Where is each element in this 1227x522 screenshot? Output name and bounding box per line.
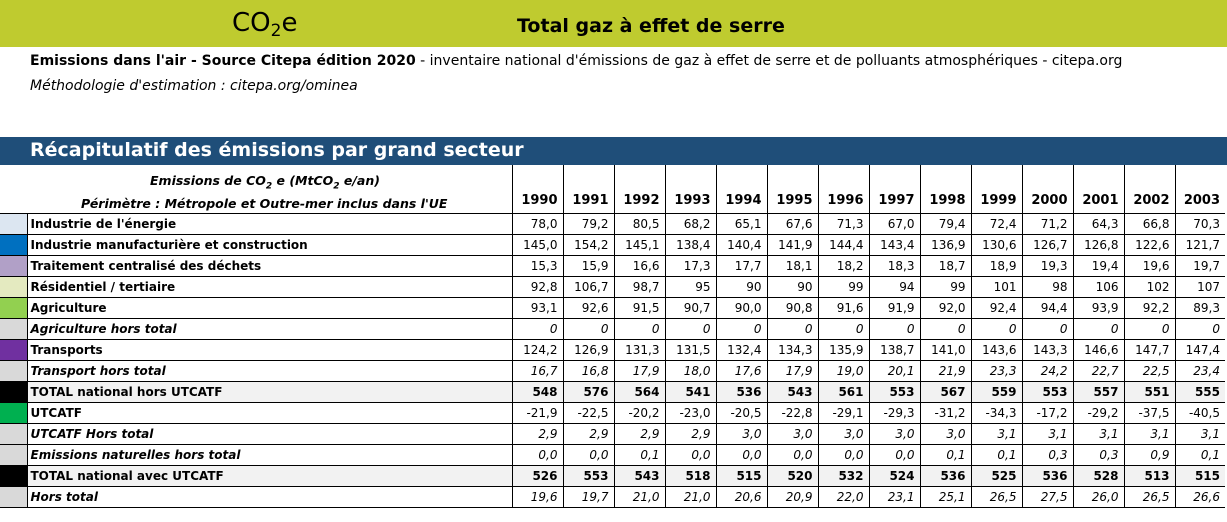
value-cell: 135,9 <box>818 339 869 360</box>
table-row <box>0 465 1225 486</box>
value-cell: 0 <box>614 318 665 339</box>
page-title: Total gaz à effet de serre <box>517 15 785 37</box>
value-cell: 90 <box>716 276 767 297</box>
value-cell: 26,0 <box>1073 486 1124 507</box>
value-cell: 64,3 <box>1073 213 1124 234</box>
value-cell: 20,9 <box>767 486 818 507</box>
value-cell: 536 <box>1022 465 1073 486</box>
value-cell: 143,4 <box>869 234 920 255</box>
value-cell: 78,0 <box>512 213 563 234</box>
value-cell: 23,1 <box>869 486 920 507</box>
value-cell: 526 <box>512 465 563 486</box>
sector-color-swatch <box>0 234 27 255</box>
sector-label: Industrie manufacturière et construction <box>27 234 512 255</box>
value-cell: 98 <box>1022 276 1073 297</box>
value-cell: 0,3 <box>1073 444 1124 465</box>
value-cell: 525 <box>971 465 1022 486</box>
sector-label: Transports <box>27 339 512 360</box>
table-row <box>0 423 1225 444</box>
value-cell: 536 <box>716 381 767 402</box>
table-row <box>0 276 1225 297</box>
value-cell: 0 <box>563 318 614 339</box>
value-cell: 99 <box>818 276 869 297</box>
value-cell: 146,6 <box>1073 339 1124 360</box>
value-cell: 0 <box>1022 318 1073 339</box>
sector-label: TOTAL national hors UTCATF <box>27 381 512 402</box>
value-cell: 18,7 <box>920 255 971 276</box>
source-line <box>30 53 1122 69</box>
value-cell: 0 <box>1124 318 1175 339</box>
value-cell: 141,9 <box>767 234 818 255</box>
sector-label: Traitement centralisé des déchets <box>27 255 512 276</box>
value-cell: 0 <box>1175 318 1225 339</box>
value-cell: 23,3 <box>971 360 1022 381</box>
sector-color-swatch <box>0 465 27 486</box>
value-cell: 143,3 <box>1022 339 1073 360</box>
methodology-line: Méthodologie d'estimation : citepa.org/ominea <box>30 78 358 94</box>
value-cell: 17,7 <box>716 255 767 276</box>
value-cell: 22,5 <box>1124 360 1175 381</box>
value-cell: 18,2 <box>818 255 869 276</box>
value-cell: 143,6 <box>971 339 1022 360</box>
value-cell: 3,0 <box>818 423 869 444</box>
sector-color-swatch <box>0 402 27 423</box>
value-cell: 564 <box>614 381 665 402</box>
sector-color-swatch <box>0 486 27 507</box>
value-cell: -20,2 <box>614 402 665 423</box>
value-cell: -21,9 <box>512 402 563 423</box>
value-cell: 131,5 <box>665 339 716 360</box>
value-cell: 66,8 <box>1124 213 1175 234</box>
value-cell: -22,5 <box>563 402 614 423</box>
value-cell: 79,4 <box>920 213 971 234</box>
value-cell: 26,6 <box>1175 486 1225 507</box>
value-cell: 16,7 <box>512 360 563 381</box>
sector-label: Industrie de l'énergie <box>27 213 512 234</box>
value-cell: 70,3 <box>1175 213 1225 234</box>
value-cell: 90,0 <box>716 297 767 318</box>
year-header: 1999 <box>971 165 1022 213</box>
sector-color-swatch <box>0 213 27 234</box>
year-header: 1996 <box>818 165 869 213</box>
value-cell: 0,0 <box>818 444 869 465</box>
value-cell: 19,6 <box>512 486 563 507</box>
value-cell: 16,6 <box>614 255 665 276</box>
sector-label: Hors total <box>27 486 512 507</box>
value-cell: -29,3 <box>869 402 920 423</box>
value-cell: 67,0 <box>869 213 920 234</box>
value-cell: 555 <box>1175 381 1225 402</box>
value-cell: -29,1 <box>818 402 869 423</box>
value-cell: 72,4 <box>971 213 1022 234</box>
section-title: Récapitulatif des émissions par grand secteur <box>30 139 524 161</box>
value-cell: 71,2 <box>1022 213 1073 234</box>
value-cell: 94 <box>869 276 920 297</box>
value-cell: 134,3 <box>767 339 818 360</box>
sector-label: Agriculture hors total <box>27 318 512 339</box>
value-cell: 19,7 <box>1175 255 1225 276</box>
value-cell: 548 <box>512 381 563 402</box>
co2e-heading: $CO_2e$ <box>232 8 298 41</box>
value-cell: 0,1 <box>1175 444 1225 465</box>
value-cell: 0 <box>869 318 920 339</box>
value-cell: 89,3 <box>1175 297 1225 318</box>
value-cell: 126,8 <box>1073 234 1124 255</box>
year-header: 1991 <box>563 165 614 213</box>
value-cell: 92,2 <box>1124 297 1175 318</box>
value-cell: 80,5 <box>614 213 665 234</box>
value-cell: 98,7 <box>614 276 665 297</box>
value-cell: 131,3 <box>614 339 665 360</box>
value-cell: 0,0 <box>563 444 614 465</box>
table-row <box>0 213 1225 234</box>
value-cell: 559 <box>971 381 1022 402</box>
value-cell: 0,1 <box>971 444 1022 465</box>
sector-color-swatch <box>0 444 27 465</box>
value-cell: -23,0 <box>665 402 716 423</box>
value-cell: 17,3 <box>665 255 716 276</box>
value-cell: 94,4 <box>1022 297 1073 318</box>
value-cell: -17,2 <box>1022 402 1073 423</box>
sector-label: Résidentiel / tertiaire <box>27 276 512 297</box>
value-cell: 0 <box>512 318 563 339</box>
value-cell: 140,4 <box>716 234 767 255</box>
table-row <box>0 381 1225 402</box>
value-cell: 0,1 <box>920 444 971 465</box>
sector-color-swatch <box>0 339 27 360</box>
value-cell: 25,1 <box>920 486 971 507</box>
value-cell: 147,4 <box>1175 339 1225 360</box>
value-cell: 145,1 <box>614 234 665 255</box>
value-cell: 515 <box>716 465 767 486</box>
value-cell: 147,7 <box>1124 339 1175 360</box>
value-cell: 21,0 <box>665 486 716 507</box>
value-cell: 0,0 <box>716 444 767 465</box>
value-cell: 513 <box>1124 465 1175 486</box>
value-cell: 90,8 <box>767 297 818 318</box>
sector-color-swatch <box>0 423 27 444</box>
value-cell: 92,6 <box>563 297 614 318</box>
value-cell: 136,9 <box>920 234 971 255</box>
sector-label: Transport hors total <box>27 360 512 381</box>
sector-color-swatch <box>0 360 27 381</box>
value-cell: 23,4 <box>1175 360 1225 381</box>
value-cell: 138,4 <box>665 234 716 255</box>
year-header: 1993 <box>665 165 716 213</box>
value-cell: 79,2 <box>563 213 614 234</box>
value-cell: 138,7 <box>869 339 920 360</box>
value-cell: 0,3 <box>1022 444 1073 465</box>
year-header: 2001 <box>1073 165 1124 213</box>
value-cell: 22,0 <box>818 486 869 507</box>
value-cell: 27,5 <box>1022 486 1073 507</box>
header-blank <box>0 165 27 213</box>
value-cell: 557 <box>1073 381 1124 402</box>
value-cell: 126,9 <box>563 339 614 360</box>
value-cell: 0 <box>767 318 818 339</box>
value-cell: 536 <box>920 465 971 486</box>
value-cell: 17,9 <box>767 360 818 381</box>
value-cell: 130,6 <box>971 234 1022 255</box>
value-cell: 19,6 <box>1124 255 1175 276</box>
value-cell: -31,2 <box>920 402 971 423</box>
value-cell: 0,0 <box>512 444 563 465</box>
value-cell: -29,2 <box>1073 402 1124 423</box>
year-header: 1992 <box>614 165 665 213</box>
value-cell: 71,3 <box>818 213 869 234</box>
value-cell: 91,9 <box>869 297 920 318</box>
table-row <box>0 255 1225 276</box>
sector-color-swatch <box>0 381 27 402</box>
value-cell: 532 <box>818 465 869 486</box>
title-banner <box>0 0 1227 47</box>
value-cell: 107 <box>1175 276 1225 297</box>
value-cell: 520 <box>767 465 818 486</box>
value-cell: 567 <box>920 381 971 402</box>
value-cell: 141,0 <box>920 339 971 360</box>
sector-color-swatch <box>0 297 27 318</box>
value-cell: 122,6 <box>1124 234 1175 255</box>
value-cell: 19,3 <box>1022 255 1073 276</box>
value-cell: 20,6 <box>716 486 767 507</box>
value-cell: 20,1 <box>869 360 920 381</box>
value-cell: 101 <box>971 276 1022 297</box>
value-cell: 3,1 <box>1022 423 1073 444</box>
value-cell: 91,5 <box>614 297 665 318</box>
value-cell: 541 <box>665 381 716 402</box>
value-cell: 15,9 <box>563 255 614 276</box>
value-cell: 21,0 <box>614 486 665 507</box>
value-cell: 18,9 <box>971 255 1022 276</box>
year-header: 1995 <box>767 165 818 213</box>
value-cell: 18,1 <box>767 255 818 276</box>
sector-label: UTCATF <box>27 402 512 423</box>
value-cell: 515 <box>1175 465 1225 486</box>
value-cell: 132,4 <box>716 339 767 360</box>
value-cell: -22,8 <box>767 402 818 423</box>
table-row <box>0 318 1225 339</box>
sector-color-swatch <box>0 255 27 276</box>
table-row <box>0 339 1225 360</box>
value-cell: 576 <box>563 381 614 402</box>
value-cell: 92,4 <box>971 297 1022 318</box>
value-cell: 2,9 <box>614 423 665 444</box>
value-cell: 26,5 <box>971 486 1022 507</box>
value-cell: 0,0 <box>767 444 818 465</box>
value-cell: 3,0 <box>716 423 767 444</box>
value-cell: 0,1 <box>614 444 665 465</box>
value-cell: 0 <box>1073 318 1124 339</box>
sector-color-swatch <box>0 318 27 339</box>
value-cell: 124,2 <box>512 339 563 360</box>
year-header: 1997 <box>869 165 920 213</box>
value-cell: 92,8 <box>512 276 563 297</box>
value-cell: 3,1 <box>971 423 1022 444</box>
source-bold: Emissions dans l'air - Source Citepa édition 2020 <box>30 53 416 69</box>
value-cell: 106 <box>1073 276 1124 297</box>
value-cell: 3,1 <box>1073 423 1124 444</box>
value-cell: 90 <box>767 276 818 297</box>
value-cell: 15,3 <box>512 255 563 276</box>
value-cell: 92,0 <box>920 297 971 318</box>
table-row <box>0 444 1225 465</box>
value-cell: 0 <box>818 318 869 339</box>
value-cell: 121,7 <box>1175 234 1225 255</box>
value-cell: 145,0 <box>512 234 563 255</box>
value-cell: 3,1 <box>1175 423 1225 444</box>
value-cell: 93,9 <box>1073 297 1124 318</box>
value-cell: 553 <box>563 465 614 486</box>
sector-label: TOTAL national avec UTCATF <box>27 465 512 486</box>
table-row <box>0 402 1225 423</box>
value-cell: 144,4 <box>818 234 869 255</box>
value-cell: 106,7 <box>563 276 614 297</box>
value-cell: 0,0 <box>869 444 920 465</box>
value-cell: 3,1 <box>1124 423 1175 444</box>
value-cell: -34,3 <box>971 402 1022 423</box>
sector-label: Agriculture <box>27 297 512 318</box>
source-rest: - inventaire national d'émissions de gaz à effet de serre et de polluants atmosphériques - citepa.org <box>415 53 1123 69</box>
table-row <box>0 360 1225 381</box>
value-cell: -37,5 <box>1124 402 1175 423</box>
value-cell: 65,1 <box>716 213 767 234</box>
value-cell: 3,0 <box>869 423 920 444</box>
value-cell: 67,6 <box>767 213 818 234</box>
value-cell: 2,9 <box>665 423 716 444</box>
value-cell: 524 <box>869 465 920 486</box>
sector-label: Emissions naturelles hors total <box>27 444 512 465</box>
value-cell: 19,4 <box>1073 255 1124 276</box>
table-row <box>0 297 1225 318</box>
value-cell: 528 <box>1073 465 1124 486</box>
value-cell: 18,0 <box>665 360 716 381</box>
value-cell: -20,5 <box>716 402 767 423</box>
year-header: 2000 <box>1022 165 1073 213</box>
value-cell: 0,0 <box>665 444 716 465</box>
value-cell: 3,0 <box>920 423 971 444</box>
value-cell: 102 <box>1124 276 1175 297</box>
perimeter-label: Périmètre : Métropole et Outre-mer inclus dans l'UE <box>81 196 448 211</box>
value-cell: 0,9 <box>1124 444 1175 465</box>
value-cell: 68,2 <box>665 213 716 234</box>
value-cell: 2,9 <box>512 423 563 444</box>
value-cell: 21,9 <box>920 360 971 381</box>
value-cell: 22,7 <box>1073 360 1124 381</box>
value-cell: 17,6 <box>716 360 767 381</box>
value-cell: 0 <box>971 318 1022 339</box>
value-cell: 16,8 <box>563 360 614 381</box>
sector-color-swatch <box>0 276 27 297</box>
value-cell: 90,7 <box>665 297 716 318</box>
value-cell: 26,5 <box>1124 486 1175 507</box>
value-cell: -40,5 <box>1175 402 1225 423</box>
table-row <box>0 486 1225 507</box>
value-cell: 126,7 <box>1022 234 1073 255</box>
value-cell: 19,7 <box>563 486 614 507</box>
value-cell: 93,1 <box>512 297 563 318</box>
value-cell: 18,3 <box>869 255 920 276</box>
value-cell: 0 <box>665 318 716 339</box>
section-header <box>0 137 1227 165</box>
value-cell: 518 <box>665 465 716 486</box>
value-cell: 543 <box>614 465 665 486</box>
value-cell: 2,9 <box>563 423 614 444</box>
year-header: 2002 <box>1124 165 1175 213</box>
value-cell: 553 <box>869 381 920 402</box>
year-header: 1998 <box>920 165 971 213</box>
value-cell: 561 <box>818 381 869 402</box>
table-row <box>0 234 1225 255</box>
year-header: 1994 <box>716 165 767 213</box>
year-header: 1990 <box>512 165 563 213</box>
value-cell: 91,6 <box>818 297 869 318</box>
unit-label: Emissions de $CO_2$ e (MtCO$_2$ e/an) <box>150 173 380 192</box>
value-cell: 551 <box>1124 381 1175 402</box>
value-cell: 95 <box>665 276 716 297</box>
value-cell: 3,0 <box>767 423 818 444</box>
value-cell: 17,9 <box>614 360 665 381</box>
value-cell: 24,2 <box>1022 360 1073 381</box>
value-cell: 19,0 <box>818 360 869 381</box>
value-cell: 0 <box>716 318 767 339</box>
value-cell: 0 <box>920 318 971 339</box>
value-cell: 154,2 <box>563 234 614 255</box>
sector-label: UTCATF Hors total <box>27 423 512 444</box>
value-cell: 99 <box>920 276 971 297</box>
year-header: 2003 <box>1175 165 1225 213</box>
emissions-table <box>0 165 1225 508</box>
value-cell: 553 <box>1022 381 1073 402</box>
value-cell: 543 <box>767 381 818 402</box>
